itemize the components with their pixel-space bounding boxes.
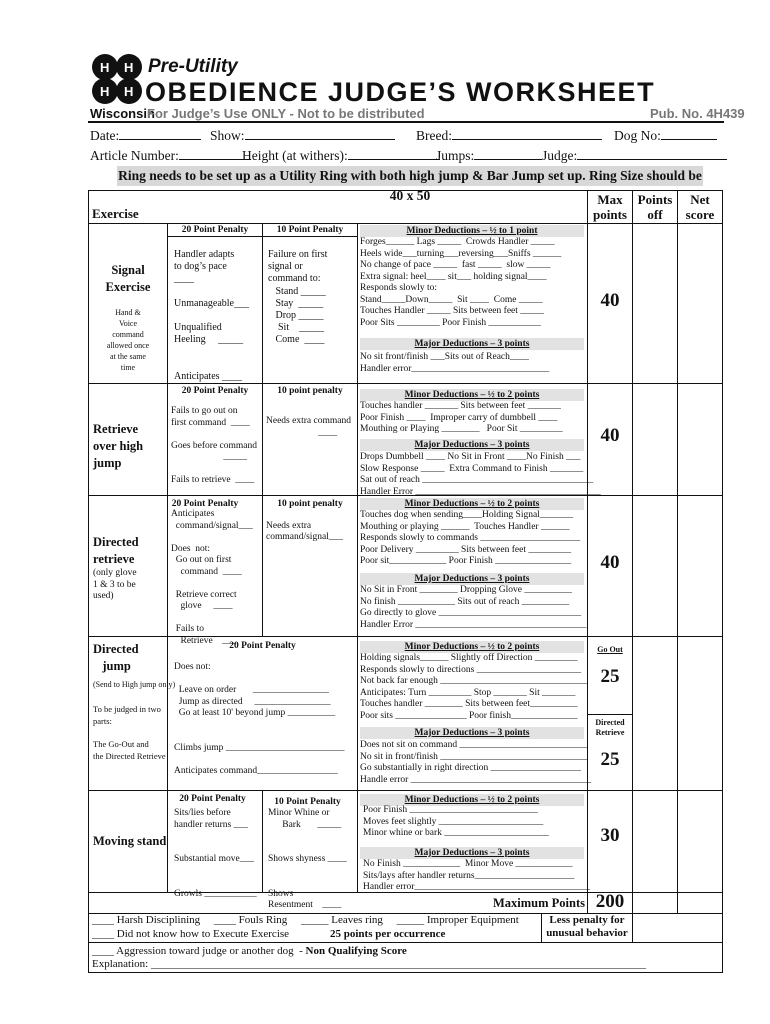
date-field[interactable]: Date: bbox=[90, 127, 201, 144]
exercise-header: Exercise bbox=[92, 206, 139, 221]
svg-text:H: H bbox=[124, 84, 134, 99]
go-out-label: Go Out bbox=[597, 645, 623, 654]
directed-jump-note: (Send to High jump only) bbox=[93, 680, 176, 689]
moving-stand-20-penalty-header: 20 Point Penalty bbox=[179, 794, 246, 804]
directed-retrieve-minor-header: Minor Deductions – ½ to 2 points bbox=[360, 498, 584, 510]
signal-minor-list: Forges______ Lags _____ Crowds Handler _____ Heels wide___turning___reversing___Sniffs ______ No change of pace _____ fast _____ slow _____ Extra signal: heel____ sit___ holding signal____ Responds slowly to: Stand_____Down_____ Sit ____ Come _____ Touches Handler _____ Sits between feet _____ Poor Sits _________ Poor Finish ___________ bbox=[360, 237, 562, 328]
ring-setup-note: Ring needs to be set up as a Utility Ring with both high jump & Bar Jump set up. Ring Size should be 40 x 50 bbox=[118, 168, 702, 203]
moving-stand-minor-list: Poor Finish ___________________________ Moves feet slightly ______________________ Minor whine or bark ______________________ bbox=[363, 805, 549, 838]
directed-jump-minor-header: Minor Deductions – ½ to 2 points bbox=[360, 641, 584, 653]
maximum-points-value: 200 bbox=[595, 891, 625, 912]
retrieve-major-list: Drops Dumbbell ____ No Sit in Front ____No Finish ___ Slow Response _____ Extra Command to Finish _______ Sat out of reach ____________________________________ Handler Error _______________________________________ bbox=[360, 452, 601, 497]
directed-retrieve-label: Directed Retrieve bbox=[595, 718, 625, 737]
state-label: Wisconsin bbox=[90, 106, 155, 121]
execution-checklist[interactable]: ____ Did not know how to Execute Exercise bbox=[92, 928, 290, 940]
moving-stand-10-penalty-list: Minor Whine or Bark _____ Shows shyness ____ Shows Resentment ____ bbox=[268, 808, 347, 910]
retrieve-minor-list: Touches handler _______ Sits between feet _______ Poor Finish ____ Improper carry of dumbbell ____ Mouthing or Playing ________ Poor Sit _________ bbox=[360, 401, 563, 434]
show-field[interactable]: Show: bbox=[210, 127, 395, 144]
retrieve-high-jump-title: Retrieve over high jump bbox=[93, 422, 147, 470]
svg-text:H: H bbox=[100, 60, 110, 75]
height-field[interactable]: Height (at withers): bbox=[242, 147, 440, 164]
moving-stand-20-penalty-list: Sits/lies before handler returns ___ Substantial move___ Growls ___________ bbox=[174, 808, 257, 899]
net-score-header: Net score bbox=[685, 192, 715, 222]
pre-title: Pre-Utility bbox=[148, 56, 238, 77]
judge-field[interactable]: Judge: bbox=[542, 147, 727, 164]
moving-stand-title: Moving stand bbox=[93, 834, 167, 848]
retrieve-10-penalty-list: Needs extra command ____ bbox=[266, 416, 351, 438]
signal-20-penalty-header: 20 Point Penalty bbox=[181, 225, 249, 235]
jumps-field[interactable]: Jumps: bbox=[436, 147, 542, 164]
signal-minor-header: Minor Deductions – ½ to 1 point bbox=[360, 225, 584, 237]
retrieve-minor-header: Minor Deductions – ½ to 2 points bbox=[360, 389, 584, 401]
divider-net bbox=[677, 190, 678, 914]
svg-text:H: H bbox=[100, 84, 110, 99]
page-title: OBEDIENCE JUDGE’S WORKSHEET bbox=[145, 77, 656, 107]
go-out-max-points: 25 bbox=[600, 666, 620, 687]
directed-retrieve-major-header: Major Deductions – 3 points bbox=[360, 573, 584, 585]
directed-retrieve-minor-list: Touches dog when sending____Holding Signal_______ Mouthing or playing ______ Touches Handler ______ Responds slowly to commands _____________________ Poor Delivery _________ Sits between feet _________ Poor sit____________ Poor Finish ________________ bbox=[360, 510, 581, 566]
signal-10-penalty-header: 10 Point Penalty bbox=[276, 225, 344, 235]
directed-jump-parts-list: The Go-Out and the Directed Retrieve bbox=[93, 739, 166, 761]
directed-jump-parts-note: To be judged in two parts: bbox=[93, 704, 161, 726]
directed-retrieve-major-list: No Sit in Front ________ Dropping Glove __________ No finish ____________ Sits out of reach __________ Go directly to glove ______________________________ Handler Error ____________________________________ bbox=[360, 585, 587, 630]
retrieve-20-penalty-list: Fails to go out on first command ____ Goes before command _____ Fails to retrieve ____ bbox=[171, 406, 257, 485]
directed-retrieve-20-penalty-header: 20 Point Penalty bbox=[171, 499, 239, 509]
max-points-header: Max points bbox=[593, 192, 627, 222]
signal-note: Hand & Voice command allowed once at the same time bbox=[106, 308, 150, 372]
use-note: For Judge’s Use ONLY - Not to be distributed bbox=[147, 106, 425, 121]
directed-retrieve-title: Directed retrieve bbox=[93, 535, 142, 566]
directed-retrieve-note: (only glove 1 & 3 to be used) bbox=[93, 568, 137, 601]
directed-jump-penalty-list: Does not: Leave on order ________________ Jump as directed ________________ Go at least 10' beyond jump __________ Climbs jump _________________________ Anticipates command_________________ bbox=[174, 662, 345, 776]
moving-stand-major-header: Major Deductions – 3 points bbox=[360, 847, 584, 859]
divider-off bbox=[632, 190, 633, 914]
divider-footer bbox=[632, 913, 633, 942]
moving-stand-minor-header: Minor Deductions – ½ to 2 points bbox=[360, 794, 584, 806]
header-row-line bbox=[88, 223, 723, 224]
dog-number-field[interactable]: Dog No: bbox=[614, 127, 717, 144]
points-off-header: Points off bbox=[637, 192, 673, 222]
moving-stand-major-list: No Finish ____________ Minor Move ____________ Sits/lays after handler returns_____________________ Handler error_____________________________________ bbox=[363, 859, 591, 892]
directed-jump-20-penalty-header: 20 Point Penalty bbox=[229, 641, 296, 651]
article-number-field[interactable]: Article Number: bbox=[90, 147, 251, 164]
breed-field[interactable]: Breed: bbox=[416, 127, 602, 144]
retrieve-20-penalty-header: 20 Point Penalty bbox=[181, 386, 249, 396]
retrieve-10-penalty-header: 10 point penalty bbox=[277, 386, 343, 396]
moving-stand-10-penalty-header: 10 Point Penalty bbox=[274, 797, 341, 807]
directed-retrieve-10-penalty-list: Needs extra command/signal___ bbox=[266, 520, 344, 542]
less-penalty-line2: unusual behavior bbox=[546, 927, 628, 939]
directed-retrieve-10-penalty-header: 10 point penalty bbox=[277, 499, 343, 509]
maximum-points-label: Maximum Points bbox=[492, 896, 585, 910]
signal-major-list: No sit front/finish ___Sits out of Reach____ Handler error_____________________________ bbox=[360, 352, 550, 374]
penalty-occurrence: 25 points per occurrence bbox=[330, 928, 446, 940]
moving-stand-max-points: 30 bbox=[600, 825, 620, 846]
non-qualifying-line[interactable]: ____ Aggression toward judge or another dog - Non Qualifying Score bbox=[92, 945, 407, 957]
directed-jump-title: Directed jump bbox=[93, 642, 139, 673]
row-line bbox=[88, 790, 723, 791]
svg-text:H: H bbox=[124, 60, 134, 75]
explanation-field[interactable]: Explanation: __________________________________________________________________________________________ bbox=[92, 958, 646, 970]
penalty-checklist[interactable]: ____ Harsh Disciplining ____ Fouls Ring _____ Leaves ring _____ Improper Equipment bbox=[92, 914, 519, 926]
signal-20-penalty-list: Handler adapts to dog’s pace ____ Unmanageable___ Unqualified Heeling _____ Anticipates ____ bbox=[174, 249, 249, 383]
signal-major-header: Major Deductions – 3 points bbox=[360, 338, 584, 350]
directed-jump-major-header: Major Deductions – 3 points bbox=[360, 727, 584, 739]
signal-max-points: 40 bbox=[600, 290, 620, 311]
less-penalty-line1: Less penalty for bbox=[549, 914, 625, 926]
directed-retrieve-20-penalty-list: Anticipates command/signal___ Does not: Go out on first command ____ Retrieve correct glove ____ Fails to Retrieve ___ bbox=[171, 509, 253, 646]
directed-jump-major-list: Does not sit on command ___________________________ No sit in front/finish _______________________________ Go substantially in right direction ___________________ Handle error ______________________________________ bbox=[360, 740, 592, 785]
retrieve-max-points: 40 bbox=[600, 425, 620, 446]
signal-exercise-title: Signal Exercise bbox=[105, 263, 151, 294]
header-rule bbox=[88, 121, 724, 123]
signal-10-penalty-list: Failure on first signal or command to: Stand _____ Stay _____ Drop _____ Sit _____ Come ____ bbox=[268, 249, 328, 346]
row-line bbox=[88, 942, 723, 943]
pub-number: Pub. No. 4H439 bbox=[650, 106, 745, 121]
retrieve-major-header: Major Deductions – 3 points bbox=[360, 439, 584, 451]
directed-jump-retrieve-max-points: 25 bbox=[600, 749, 620, 770]
directed-retrieve-max-points: 40 bbox=[600, 552, 620, 573]
directed-jump-minor-list: Holding signals______ Slightly off Direction _________ Responds slowly to directions ______________________ Not back far enough _______________________________ Anticipates: Turn _________ Stop _______ Sit _______ Touches handler ________ Sits between feet__________ Poor sits _______________ Poor finish______________ bbox=[360, 653, 588, 721]
clover-logo bbox=[88, 50, 146, 108]
